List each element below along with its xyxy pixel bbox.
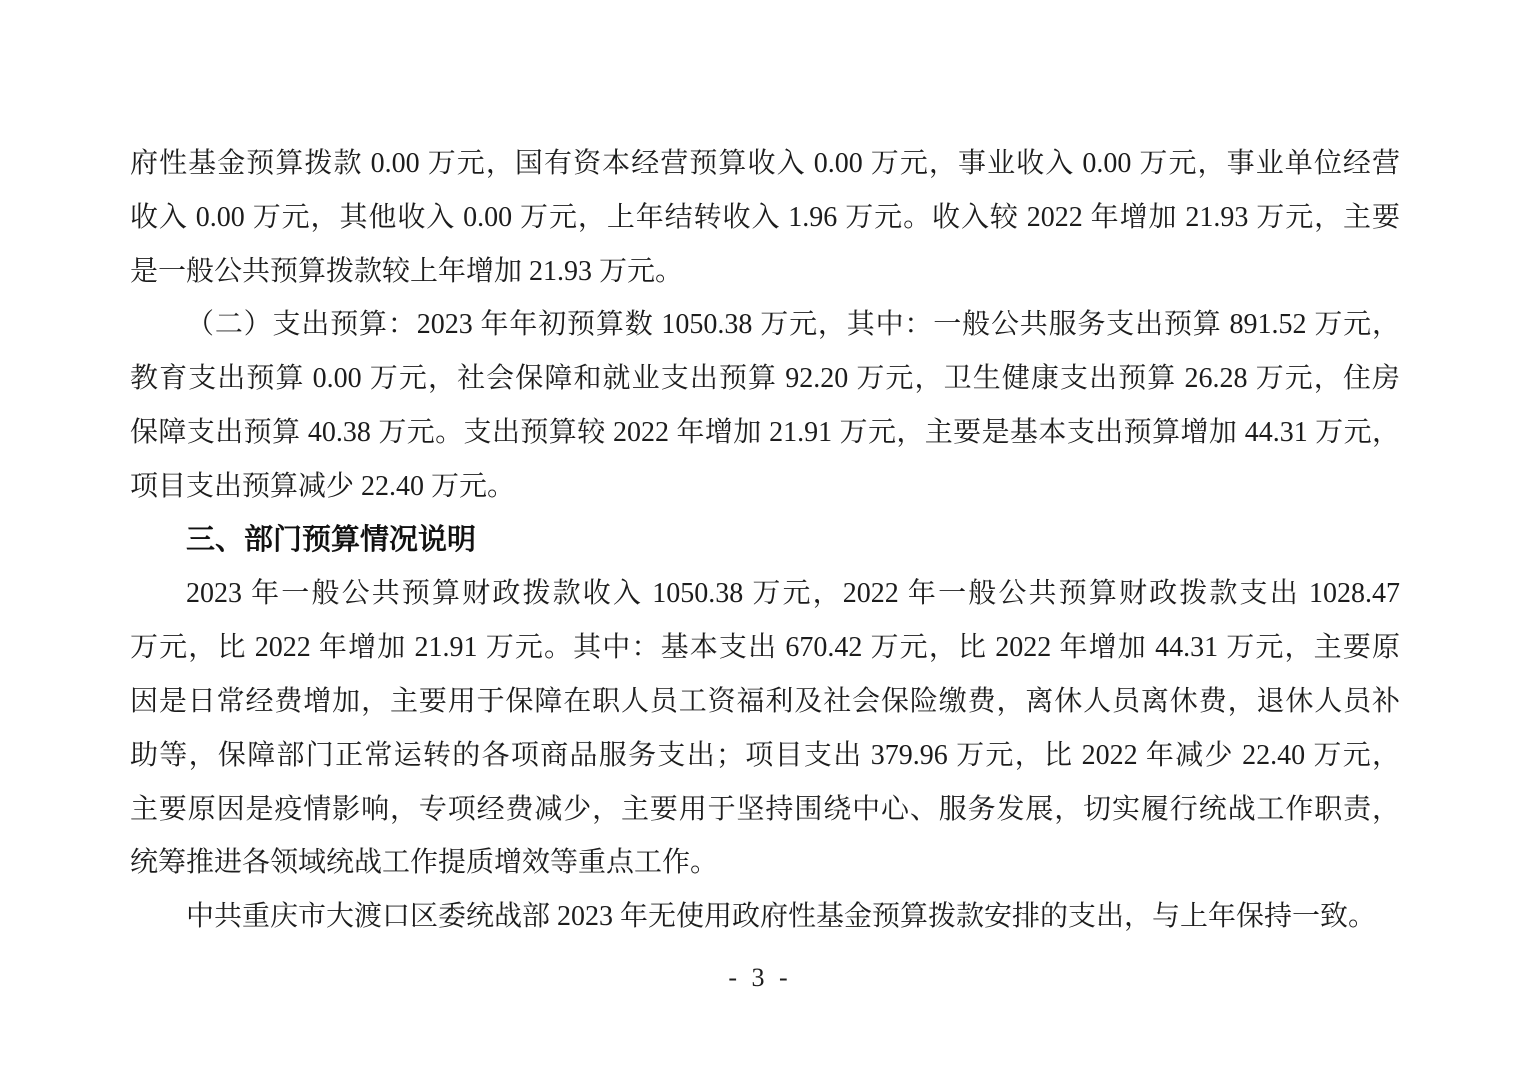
paragraph-budget-explanation: [130, 567, 1400, 890]
body-line: 助等，保障部门正常运转的各项商品服务支出；项目支出 379.96 万元，比 2022 年减少 22.40 万元，: [130, 739, 1400, 771]
body-line: 统筹推进各领域统战工作提质增效等重点工作。: [130, 847, 719, 879]
body-line: 项目支出预算减少 22.40 万元。: [130, 470, 516, 502]
body-line: 主要原因是疫情影响，专项经费减少，主要用于坚持围绕中心、服务发展，切实履行统战工作职责，: [130, 793, 1400, 825]
paragraph-government-fund: [130, 890, 1400, 944]
body-line: 是一般公共预算拨款较上年增加 21.93 万元。: [130, 255, 684, 287]
paragraph-income-continued: [130, 137, 1400, 298]
body-line: 2023 年一般公共预算财政拨款收入 1050.38 万元，2022 年一般公共预算财政拨款支出 1028.47: [186, 578, 1400, 610]
body-line: 中共重庆市大渡口区委统战部 2023 年无使用政府性基金预算拨款安排的支出，与上年保持一致。: [186, 901, 1377, 933]
body-line: 府性基金预算拨款 0.00 万元，国有资本经营预算收入 0.00 万元，事业收入 0.00 万元，事业单位经营: [130, 148, 1400, 179]
page-number: - 3 -: [728, 963, 792, 992]
section-heading-container: [130, 514, 1400, 568]
body-line: 因是日常经费增加，主要用于保障在职人员工资福利及社会保险缴费，离休人员离休费，退休人员补: [130, 685, 1400, 717]
body-line: 保障支出预算 40.38 万元。支出预算较 2022 年增加 21.91 万元，主要是基本支出预算增加 44.31 万元，: [130, 416, 1400, 448]
paragraph-expenditure-budget: [130, 298, 1400, 513]
section-heading: 三、部门预算情况说明: [186, 523, 477, 556]
body-line: 教育支出预算 0.00 万元，社会保障和就业支出预算 92.20 万元，卫生健康支出预算 26.28 万元，住房: [130, 363, 1400, 395]
body-line: 万元，比 2022 年增加 21.91 万元。其中：基本支出 670.42 万元，比 2022 年增加 44.31 万元，主要原: [130, 632, 1400, 664]
body-line: （二）支出预算：2023 年年初预算数 1050.38 万元，其中：一般公共服务支出预算 891.52 万元，: [186, 309, 1400, 341]
text-block: [130, 137, 1400, 944]
body-line: 收入 0.00 万元，其他收入 0.00 万元，上年结转收入 1.96 万元。收入较 2022 年增加 21.93 万元，主要: [130, 201, 1400, 233]
